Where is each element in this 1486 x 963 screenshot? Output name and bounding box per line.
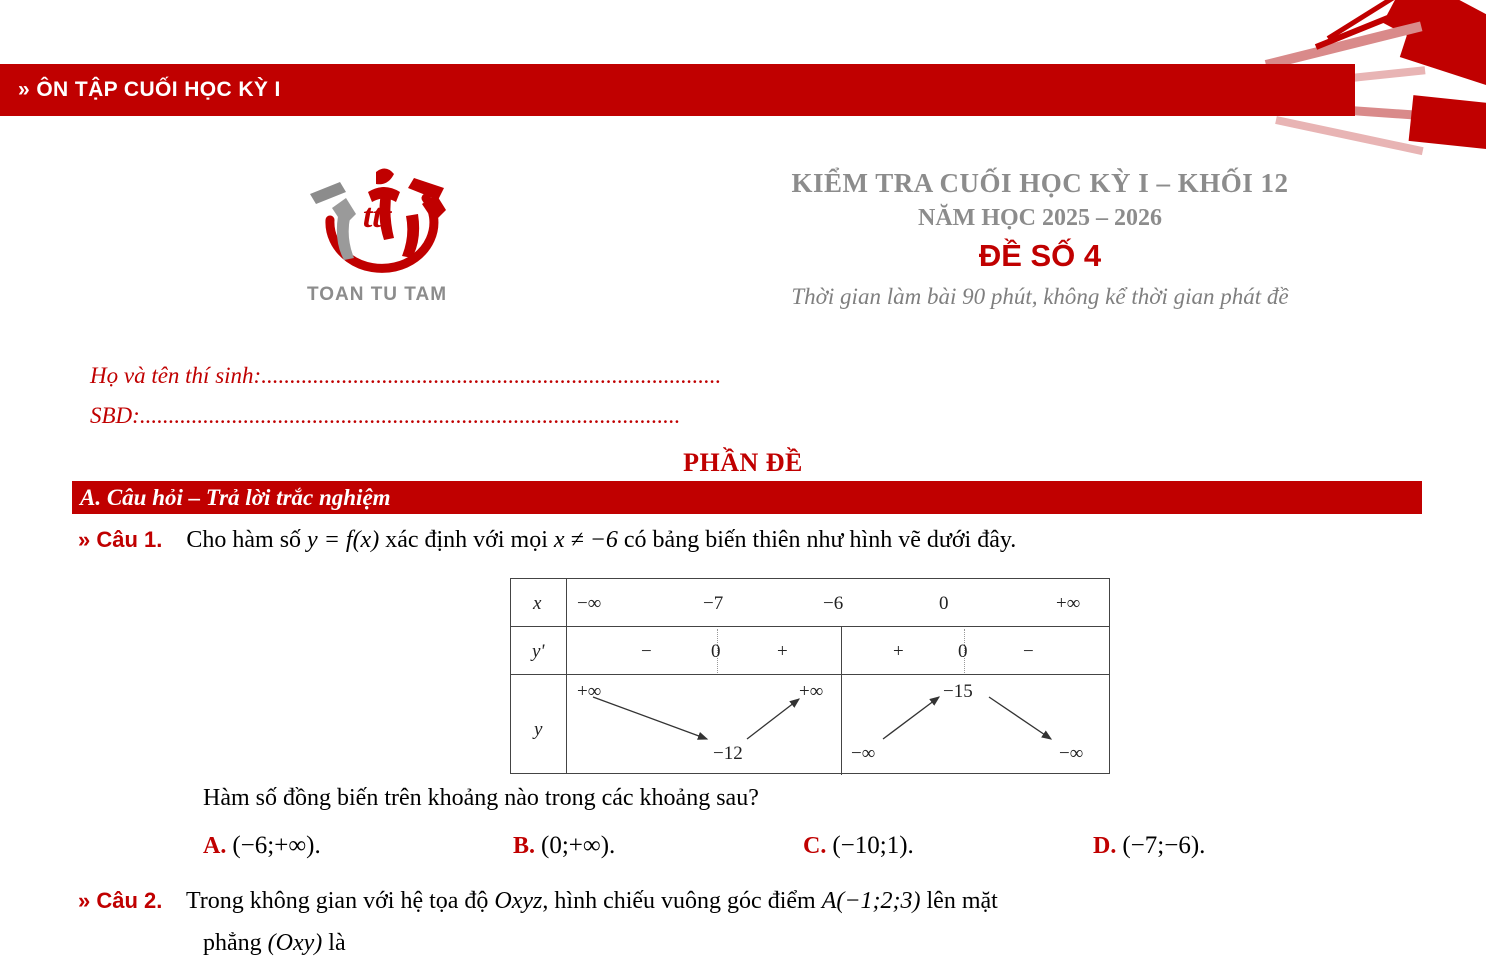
variation-yprime-5: − bbox=[1023, 641, 1034, 662]
variation-y-value-4: −15 bbox=[943, 681, 973, 702]
answer-value-c: (−10;1). bbox=[832, 832, 914, 859]
variation-yprime-2: + bbox=[777, 641, 788, 662]
variation-y-value-3: −∞ bbox=[851, 743, 876, 764]
variation-x-value-3: 0 bbox=[939, 593, 949, 614]
answer-option-d[interactable] bbox=[1093, 832, 1205, 860]
question-2-math-1: Oxyz bbox=[494, 888, 543, 914]
logo-monogram: ttt bbox=[362, 198, 392, 235]
variation-arrows bbox=[511, 579, 1111, 775]
logo-brand-name: TOAN TU TAM bbox=[306, 284, 448, 305]
exam-header bbox=[640, 168, 1440, 310]
exam-duration-note: Thời gian làm bài 90 phút, không kể thời gian phát đề bbox=[791, 284, 1289, 309]
ribbon-shape-6 bbox=[1275, 116, 1423, 155]
variation-y-value-0: +∞ bbox=[577, 681, 602, 702]
ribbon-shape-8 bbox=[1327, 0, 1414, 41]
question-1-answers bbox=[203, 832, 1403, 870]
variation-x-value-1: −7 bbox=[703, 593, 724, 614]
answer-value-b: (0;+∞). bbox=[541, 832, 616, 859]
question-1-math-2: x ≠ −6 bbox=[553, 527, 618, 553]
question-1-math-1: y = f(x) bbox=[307, 527, 380, 553]
exam-title-line2: NĂM HỌC 2025 – 2026 bbox=[918, 205, 1162, 231]
variation-yprime-4: 0 bbox=[958, 641, 968, 662]
question-2-math-3: (Oxy) bbox=[267, 930, 323, 956]
exam-code: ĐỀ SỐ 4 bbox=[978, 238, 1102, 273]
variation-label-x: x bbox=[533, 593, 542, 614]
candidate-name-dots: ................................................................................ bbox=[261, 363, 722, 388]
question-1 bbox=[78, 527, 1468, 554]
exam-title-line1: KIỂM TRA CUỐI HỌC KỲ I – KHỐI 12 bbox=[791, 168, 1289, 198]
section-a-label: A. Câu hỏi – Trả lời trắc nghiệm bbox=[80, 484, 391, 510]
question-2 bbox=[78, 888, 1468, 956]
question-2-math-2: A(−1;2;3) bbox=[821, 888, 921, 914]
variation-yprime-0: − bbox=[641, 641, 652, 662]
candidate-name-field bbox=[90, 363, 721, 389]
page-header-banner bbox=[0, 64, 1355, 116]
variation-table bbox=[510, 578, 1110, 774]
variation-y-value-5: −∞ bbox=[1059, 743, 1084, 764]
logo-block bbox=[262, 158, 492, 306]
ribbon-shape-3 bbox=[1265, 21, 1423, 69]
question-2-text-2: , hình chiếu vuông góc điểm bbox=[542, 888, 822, 914]
ribbon-shape-9 bbox=[1409, 95, 1486, 149]
answer-value-a: (−6;+∞). bbox=[232, 832, 321, 859]
banner-label: » ÔN TẬP CUỐI HỌC KỲ I bbox=[18, 78, 281, 101]
answer-value-d: (−7;−6). bbox=[1122, 832, 1206, 859]
variation-yprime-3: + bbox=[893, 641, 904, 662]
question-1-prompt: Hàm số đồng biến trên khoảng nào trong các khoảng sau? bbox=[203, 785, 759, 811]
answer-key-c: C. bbox=[803, 833, 827, 859]
variation-x-value-4: +∞ bbox=[1056, 593, 1081, 614]
answer-option-c[interactable] bbox=[803, 832, 914, 860]
ribbon-shape-2 bbox=[1400, 19, 1486, 91]
question-1-text-3: có bảng biến thiên như hình vẽ dưới đây. bbox=[617, 527, 1017, 553]
variation-y-value-2: +∞ bbox=[799, 681, 824, 702]
question-2-line2 bbox=[203, 930, 346, 957]
candidate-sbd-dots: .............................................................................................. bbox=[139, 403, 681, 428]
question-2-body bbox=[186, 888, 998, 914]
variation-x-value-0: −∞ bbox=[577, 593, 602, 614]
question-1-text-1: Cho hàm số bbox=[186, 527, 308, 553]
question-2-marker: » Câu 2. bbox=[78, 888, 163, 913]
answer-key-a: A. bbox=[203, 833, 227, 859]
variation-yprime-1: 0 bbox=[711, 641, 721, 662]
question-1-text-2: xác định với mọi bbox=[379, 527, 554, 553]
part-title: PHẦN ĐỀ bbox=[683, 448, 803, 477]
ribbon-shape-1 bbox=[1383, 0, 1486, 79]
variation-x-value-2: −6 bbox=[823, 593, 844, 614]
variation-y-value-1: −12 bbox=[713, 743, 743, 764]
section-a-bar bbox=[72, 481, 1422, 514]
candidate-sbd-field bbox=[90, 403, 680, 429]
variation-label-yprime: y' bbox=[532, 641, 545, 662]
logo-mark bbox=[272, 158, 482, 280]
question-2-text-1: Trong không gian với hệ tọa độ bbox=[185, 888, 495, 914]
variation-label-y: y bbox=[534, 719, 543, 740]
question-1-marker: » Câu 1. bbox=[78, 527, 163, 552]
answer-key-b: B. bbox=[513, 833, 536, 859]
question-2-text-4: phẳng bbox=[203, 930, 268, 956]
question-2-text-3: lên mặt bbox=[920, 888, 998, 914]
candidate-name-label: Họ và tên thí sinh: bbox=[90, 363, 262, 388]
question-2-text-5: là bbox=[322, 930, 346, 956]
answer-key-d: D. bbox=[1093, 833, 1117, 859]
answer-option-b[interactable] bbox=[513, 832, 615, 860]
ribbon-shape-7 bbox=[1315, 3, 1419, 50]
answer-option-a[interactable] bbox=[203, 832, 321, 860]
candidate-sbd-label: SBD: bbox=[90, 403, 140, 428]
